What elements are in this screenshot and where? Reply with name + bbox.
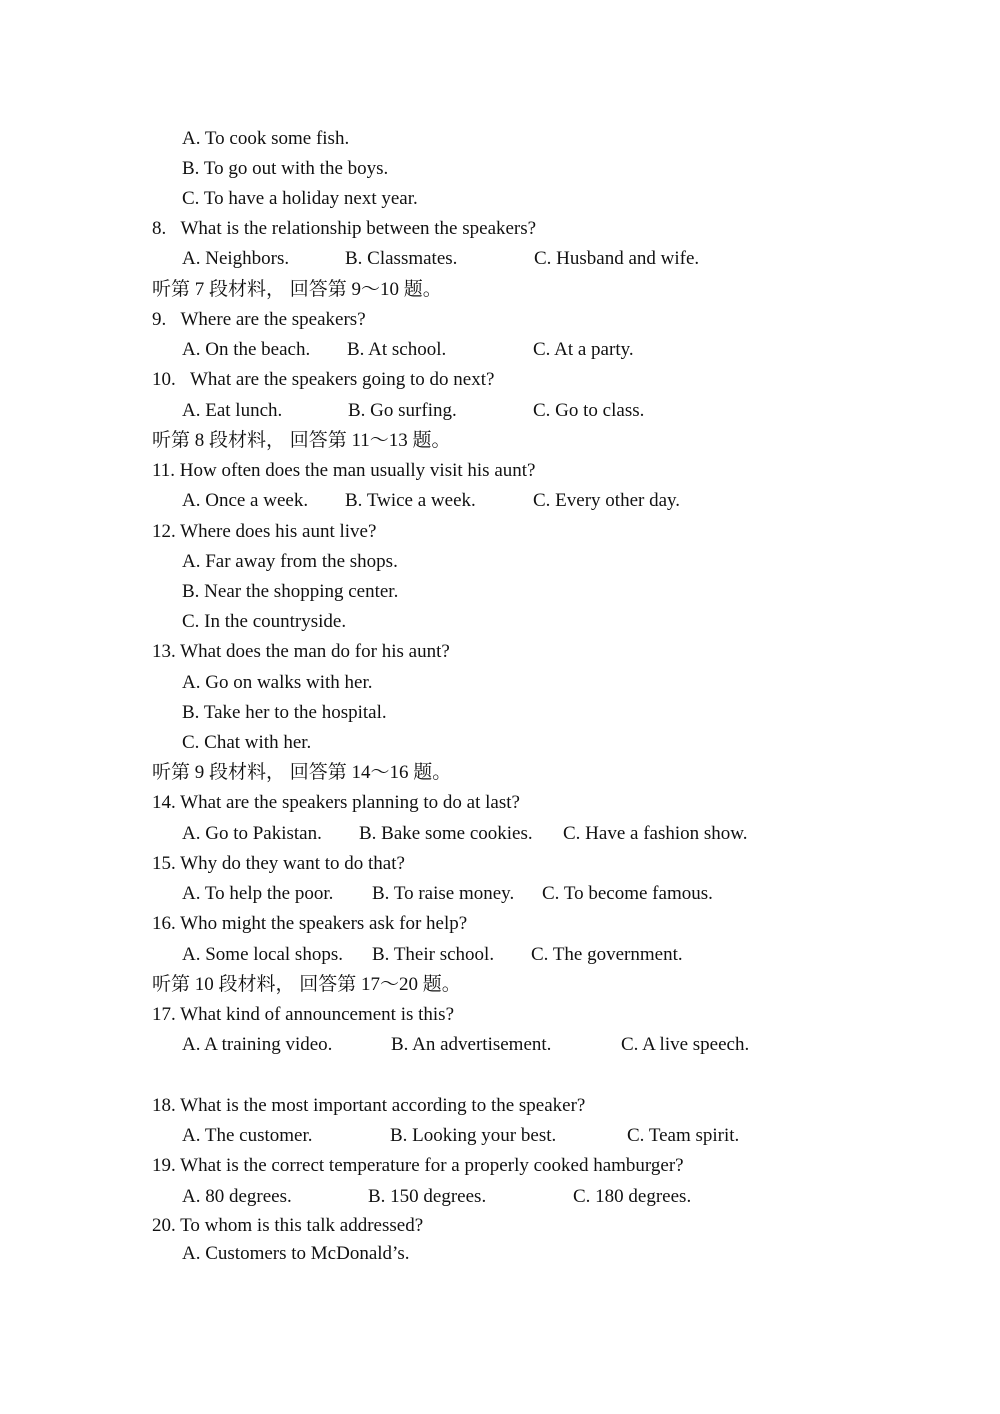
q8-option-a: A. Neighbors. <box>182 248 290 269</box>
q15-stem: 15. Why do they want to do that? <box>152 853 405 874</box>
q11-option-a: A. Once a week. <box>182 490 309 511</box>
q16-stem: 16. Who might the speakers ask for help? <box>152 913 468 934</box>
q12-option-a: A. Far away from the shops. <box>182 551 398 572</box>
q19-option-a: A. 80 degrees. <box>182 1186 292 1207</box>
q19-option-c: C. 180 degrees. <box>573 1186 692 1207</box>
section-10-heading: 听第 10 段材料， 回答第 17～20 题。 <box>152 974 461 995</box>
q15-option-a: A. To help the poor. <box>182 883 334 904</box>
q7-option-a: A. To cook some fish. <box>182 128 350 149</box>
section-7-heading: 听第 7 段材料， 回答第 9～10 题。 <box>152 279 442 300</box>
q7-option-b: B. To go out with the boys. <box>182 158 389 179</box>
q14-option-c: C. Have a fashion show. <box>563 823 748 844</box>
q8-option-c: C. Husband and wife. <box>534 248 700 269</box>
q16-option-c: C. The government. <box>531 944 683 965</box>
section-9-heading: 听第 9 段材料， 回答第 14～16 题。 <box>152 762 452 783</box>
q18-option-a: A. The customer. <box>182 1125 313 1146</box>
q12-option-c: C. In the countryside. <box>182 611 347 632</box>
q13-stem: 13. What does the man do for his aunt? <box>152 641 450 662</box>
q13-option-a: A. Go on walks with her. <box>182 672 373 693</box>
q17-option-a: A. A training video. <box>182 1034 333 1055</box>
section-8-heading: 听第 8 段材料， 回答第 11～13 题。 <box>152 430 451 451</box>
q7-option-c: C. To have a holiday next year. <box>182 188 418 209</box>
q20-option-a: A. Customers to McDonald’s. <box>182 1243 410 1264</box>
q12-stem: 12. Where does his aunt live? <box>152 521 377 542</box>
q20-stem: 20. To whom is this talk addressed? <box>152 1215 424 1236</box>
q10-option-b: B. Go surfing. <box>348 400 457 421</box>
q13-option-b: B. Take her to the hospital. <box>182 702 387 723</box>
q10-option-a: A. Eat lunch. <box>182 400 283 421</box>
q11-stem: 11. How often does the man usually visit his aunt? <box>152 460 536 481</box>
q15-option-b: B. To raise money. <box>372 883 515 904</box>
q11-option-c: C. Every other day. <box>533 490 681 511</box>
q18-option-c: C. Team spirit. <box>627 1125 740 1146</box>
q18-stem: 18. What is the most important according to the speaker? <box>152 1095 586 1116</box>
q15-option-c: C. To become famous. <box>542 883 713 904</box>
q9-stem: 9. Where are the speakers? <box>152 309 366 330</box>
q19-option-b: B. 150 degrees. <box>368 1186 487 1207</box>
q16-option-a: A. Some local shops. <box>182 944 343 965</box>
q11-option-b: B. Twice a week. <box>345 490 476 511</box>
q10-stem: 10. What are the speakers going to do next? <box>152 369 495 390</box>
q8-option-b: B. Classmates. <box>345 248 458 269</box>
q17-option-c: C. A live speech. <box>621 1034 750 1055</box>
q14-option-a: A. Go to Pakistan. <box>182 823 322 844</box>
q13-option-c: C. Chat with her. <box>182 732 312 753</box>
q16-option-b: B. Their school. <box>372 944 495 965</box>
q8-stem: 8. What is the relationship between the speakers? <box>152 218 537 239</box>
q14-stem: 14. What are the speakers planning to do at last? <box>152 792 520 813</box>
q10-option-c: C. Go to class. <box>533 400 645 421</box>
q9-option-b: B. At school. <box>347 339 447 360</box>
q19-stem: 19. What is the correct temperature for a properly cooked hamburger? <box>152 1155 684 1176</box>
q17-stem: 17. What kind of announcement is this? <box>152 1004 455 1025</box>
q9-option-c: C. At a party. <box>533 339 634 360</box>
q12-option-b: B. Near the shopping center. <box>182 581 399 602</box>
q17-option-b: B. An advertisement. <box>391 1034 552 1055</box>
q18-option-b: B. Looking your best. <box>390 1125 557 1146</box>
q14-option-b: B. Bake some cookies. <box>359 823 533 844</box>
q9-option-a: A. On the beach. <box>182 339 311 360</box>
